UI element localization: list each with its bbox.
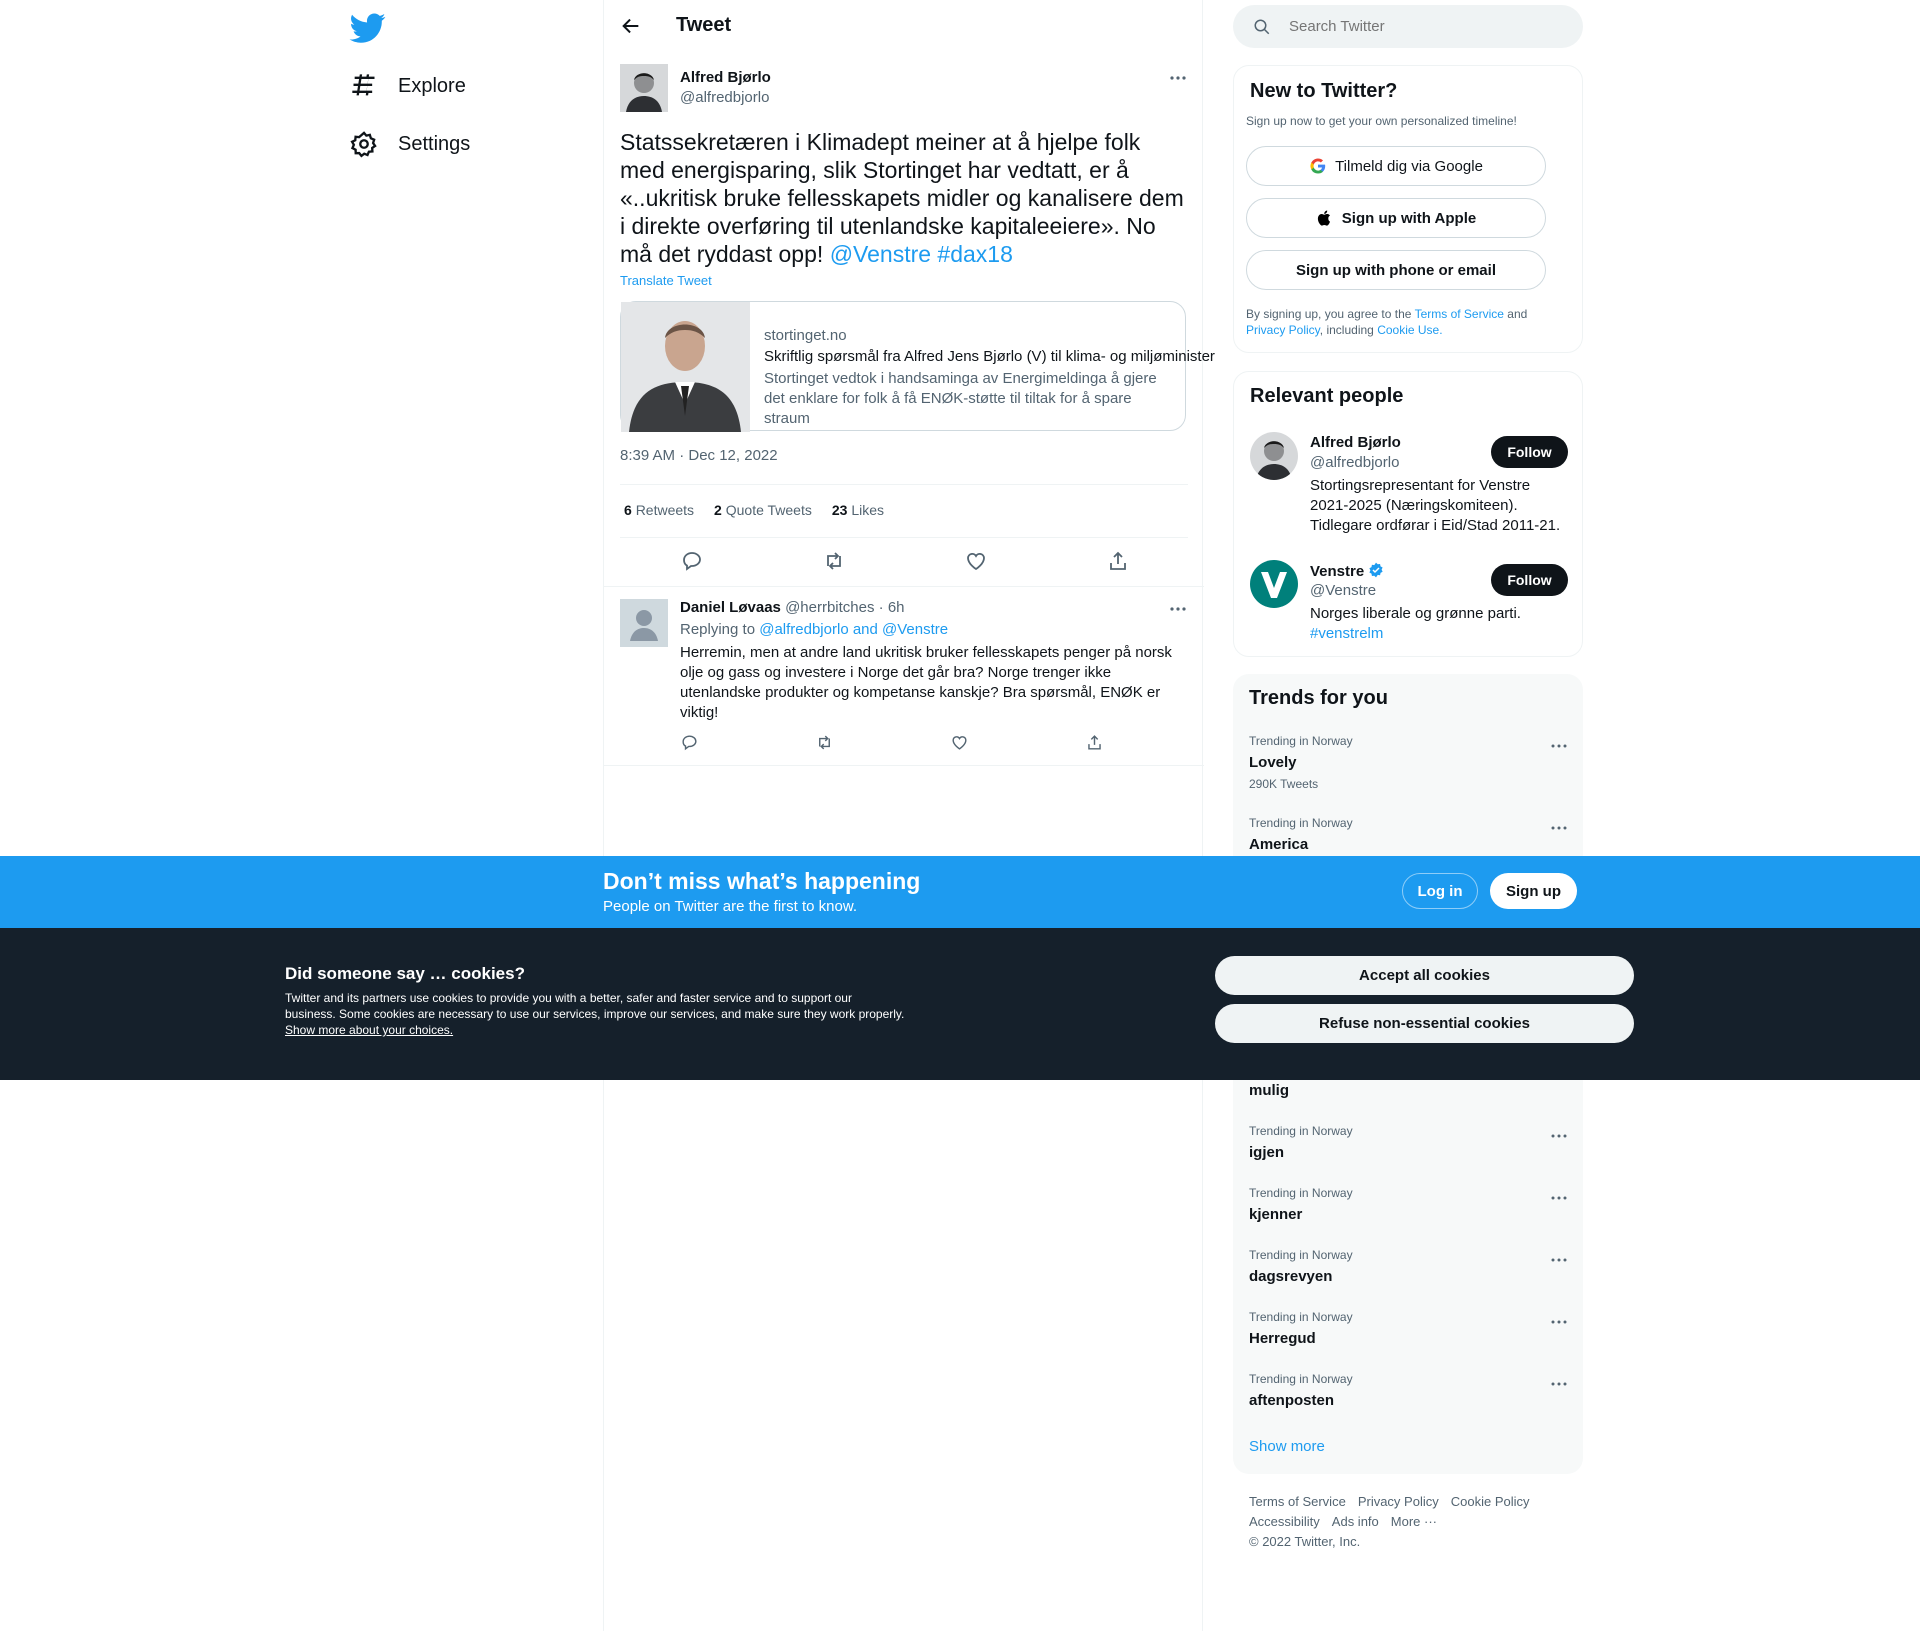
google-g-icon <box>1309 157 1327 175</box>
trend-topic: Herregud <box>1249 1330 1316 1347</box>
more-options-icon[interactable] <box>1549 1126 1569 1146</box>
card-description: Stortinget vedtok i handsaminga av Energimeldinga å gjere det enklare for folk å få ENØK-støtte til tiltak for å spare straum <box>764 370 1157 427</box>
more-options-icon[interactable] <box>1549 736 1569 756</box>
phone-email-signup-label: Sign up with phone or email <box>1295 261 1496 279</box>
person-bio: Norges liberale og grønne parti. #venstrelm <box>1310 605 1521 642</box>
person-bio: Stortingsrepresentant for Venstre 2021-2025 (Næringskomiteen). Tidlegare ordførar i Eid/Stad 2011-21. <box>1310 477 1561 534</box>
card-thumbnail <box>621 302 750 432</box>
bio-hashtag-link[interactable]: #venstrelm <box>1310 625 1384 642</box>
tweet-author-handle[interactable]: @alfredbjorlo <box>680 89 770 106</box>
alfred-avatar[interactable] <box>1250 432 1298 480</box>
footer-ads-info-link[interactable]: Ads info <box>1331 1514 1379 1529</box>
search-input[interactable] <box>1289 5 1569 48</box>
quote-tweets-stat[interactable]: 2 Quote Tweets <box>714 502 812 518</box>
trend-item[interactable] <box>1249 1186 1569 1223</box>
main-column <box>603 0 1215 1631</box>
trend-item[interactable] <box>1249 734 1569 791</box>
nav-explore-label: Explore <box>398 74 466 97</box>
trend-context: Trending in Norway <box>1249 734 1353 748</box>
back-arrow-icon[interactable] <box>620 15 642 37</box>
trend-item[interactable] <box>1249 816 1569 853</box>
tweet-mention-link[interactable]: @Venstre <box>829 241 932 267</box>
signup-button[interactable]: Sign up <box>1490 873 1577 909</box>
trend-context: Trending in Norway <box>1249 1310 1353 1324</box>
more-options-icon[interactable] <box>1168 599 1188 619</box>
person-handle[interactable]: @alfredbjorlo <box>1310 454 1400 471</box>
divider <box>620 537 1188 538</box>
trend-item[interactable] <box>1249 1310 1569 1347</box>
nav-explore[interactable] <box>350 66 466 106</box>
more-options-icon[interactable] <box>1168 68 1188 88</box>
twitter-bird-icon[interactable] <box>350 10 386 46</box>
trend-item[interactable] <box>1249 1372 1569 1409</box>
more-options-icon[interactable] <box>1549 1188 1569 1208</box>
cookie-choices-link[interactable]: Show more about your choices. <box>285 1023 454 1037</box>
accept-cookies-button[interactable]: Accept all cookies <box>1215 956 1634 995</box>
card-title: Skriftlig spørsmål fra Alfred Jens Bjørlo (V) til klima- og miljøminister <box>764 348 1215 365</box>
reply-tweet[interactable] <box>604 586 1204 766</box>
person-photo-icon <box>621 302 750 432</box>
tweet-stats <box>624 502 884 518</box>
google-signup-button[interactable] <box>1246 146 1546 186</box>
prompt-subtitle: People on Twitter are the first to know. <box>603 898 858 915</box>
trend-topic: kjenner <box>1249 1206 1303 1223</box>
trend-topic: America <box>1249 836 1309 853</box>
signup-legal-text: By signing up, you agree to the Terms of Service and Privacy Policy, including Cookie Use. <box>1246 307 1528 337</box>
tweet-author-name[interactable]: Alfred Bjørlo <box>680 69 771 86</box>
reply-icon[interactable] <box>680 733 699 752</box>
footer-copyright: © 2022 Twitter, Inc. <box>1249 1534 1361 1549</box>
like-icon[interactable] <box>964 549 988 573</box>
retweet-icon[interactable] <box>815 733 834 752</box>
reply-icon[interactable] <box>680 549 704 573</box>
divider <box>620 484 1188 485</box>
footer <box>1249 1492 1579 1552</box>
venstre-name[interactable]: Venstre <box>1310 563 1365 580</box>
tweet-text <box>620 128 1188 268</box>
trend-topic: aftenposten <box>1249 1392 1335 1409</box>
google-signup-label: Tilmeld dig via Google <box>1335 157 1483 175</box>
replying-to: Replying to @alfredbjorlo and @Venstre <box>680 621 949 638</box>
replying-to-link[interactable]: @alfredbjorlo and @Venstre <box>759 621 949 638</box>
new-to-twitter-panel <box>1233 65 1583 353</box>
apple-signup-label: Sign up with Apple <box>1341 209 1477 227</box>
login-button[interactable]: Log in <box>1402 873 1478 909</box>
trend-context: Trending in Norway <box>1249 1186 1353 1200</box>
tweet-timestamp[interactable]: 8:39 AM · Dec 12, 2022 <box>620 447 778 464</box>
footer-cookie-link[interactable]: Cookie Policy <box>1450 1494 1530 1509</box>
phone-email-signup-button[interactable] <box>1246 250 1546 290</box>
person-name <box>1310 562 1384 580</box>
signup-prompt-bar <box>0 856 1920 928</box>
cookie-title: Did someone say … cookies? <box>285 964 525 983</box>
follow-button[interactable]: Follow <box>1491 436 1568 468</box>
tweet-header <box>604 0 1204 53</box>
footer-privacy-link[interactable]: Privacy Policy <box>1357 1494 1439 1509</box>
panel-title: Relevant people <box>1250 385 1404 407</box>
link-preview-card[interactable] <box>620 301 1215 431</box>
share-icon[interactable] <box>1106 549 1130 573</box>
panel-title: Trends for you <box>1249 687 1388 709</box>
footer-more-link[interactable]: More ··· <box>1390 1514 1437 1529</box>
search-icon <box>1253 18 1271 36</box>
default-avatar-icon <box>620 599 668 647</box>
retweet-icon[interactable] <box>822 549 846 573</box>
follow-button[interactable]: Follow <box>1491 564 1568 596</box>
more-options-icon[interactable] <box>1549 1374 1569 1394</box>
retweets-stat[interactable]: 6 Retweets <box>624 502 695 518</box>
apple-signup-button[interactable] <box>1246 198 1546 238</box>
trend-context: Trending in Norway <box>1249 1124 1353 1138</box>
cookie-use-link[interactable]: Cookie Use. <box>1377 323 1443 337</box>
trend-item[interactable] <box>1249 1124 1569 1161</box>
more-options-icon[interactable] <box>1549 818 1569 838</box>
page-title: Tweet <box>676 14 732 36</box>
nav-settings-label: Settings <box>398 132 471 155</box>
share-icon[interactable] <box>1085 733 1104 752</box>
trend-context: Trending in Norway <box>1249 816 1353 830</box>
trend-context: Trending in Norway <box>1249 1248 1353 1262</box>
panel-title: New to Twitter? <box>1250 80 1398 102</box>
refuse-cookies-button[interactable]: Refuse non-essential cookies <box>1215 1004 1634 1043</box>
reply-text: Herremin, men at andre land ukritisk bruker fellesskapets penger på norsk olje og gass og investere i Norge det går bra? Norge trenger ikke utenlandske produkter og kompetanse kanskje? Bra spørsmål, ENØK er viktig! <box>680 644 1172 721</box>
trend-topic: igjen <box>1249 1144 1285 1161</box>
like-icon[interactable] <box>950 733 969 752</box>
footer-terms-link[interactable]: Terms of Service <box>1249 1494 1346 1509</box>
trend-topic: dagsrevyen <box>1249 1268 1333 1285</box>
privacy-link[interactable]: Privacy Policy <box>1246 323 1320 337</box>
verified-badge-icon <box>1368 562 1384 578</box>
cookie-banner <box>0 928 1920 1080</box>
avatar-portrait-icon <box>620 64 668 112</box>
translate-tweet-link[interactable]: Translate Tweet <box>620 273 712 288</box>
cookie-text: Twitter and its partners use cookies to provide you with a better, safer and faster service and to support our business. Some cookies are necessary to use our services, improve our services, and make sure they work properly. Show more about your choices. <box>285 991 905 1037</box>
reply-header <box>680 599 1180 616</box>
relevant-people-panel <box>1233 371 1583 657</box>
reply-author-avatar[interactable] <box>620 599 668 647</box>
reply-author-name[interactable]: Daniel Løvaas <box>680 599 781 616</box>
terms-link[interactable]: Terms of Service <box>1414 307 1504 321</box>
reply-author-handle[interactable]: @herrbitches <box>785 599 875 616</box>
trend-context: Trending in Norway <box>1249 1372 1353 1386</box>
tweet-author-avatar[interactable] <box>620 64 668 112</box>
reply-time[interactable]: · 6h <box>878 599 905 616</box>
footer-accessibility-link[interactable]: Accessibility <box>1249 1514 1320 1529</box>
hashtag-icon <box>350 72 378 100</box>
tweet-hashtag-link[interactable]: #dax18 <box>937 241 1013 267</box>
trend-count: 290K Tweets <box>1249 777 1319 791</box>
gear-icon <box>350 130 378 158</box>
trend-topic: Lovely <box>1249 754 1297 771</box>
prompt-title: Don’t miss what’s happening <box>603 868 921 894</box>
nav-settings[interactable] <box>350 124 470 164</box>
person-name[interactable]: Alfred Bjørlo <box>1310 434 1401 451</box>
more-options-icon[interactable] <box>1549 1312 1569 1332</box>
apple-icon <box>1316 209 1334 227</box>
search-box[interactable] <box>1233 5 1583 48</box>
trend-item[interactable] <box>1249 1248 1569 1285</box>
more-options-icon[interactable] <box>1549 1250 1569 1270</box>
person-handle[interactable]: @Venstre <box>1310 582 1377 599</box>
show-more-trends-link[interactable]: Show more <box>1249 1438 1325 1455</box>
trend-topic: mulig <box>1249 1082 1289 1099</box>
panel-subtitle: Sign up now to get your own personalized timeline! <box>1246 114 1517 128</box>
venstre-logo-icon[interactable] <box>1250 560 1298 608</box>
likes-stat[interactable]: 23 Likes <box>831 502 885 518</box>
tweet-text-body: Statssekretæren i Klimadept meiner at å hjelpe folk med energisparing, slik Stortinget har vedtatt, er å «..ukritisk bruke fellesskapets midler og kanalisere dem i direkte overføring til utenlandske kapitaleeiere». No må det ryddast opp! <box>620 129 1184 267</box>
card-domain: stortinget.no <box>764 327 847 344</box>
